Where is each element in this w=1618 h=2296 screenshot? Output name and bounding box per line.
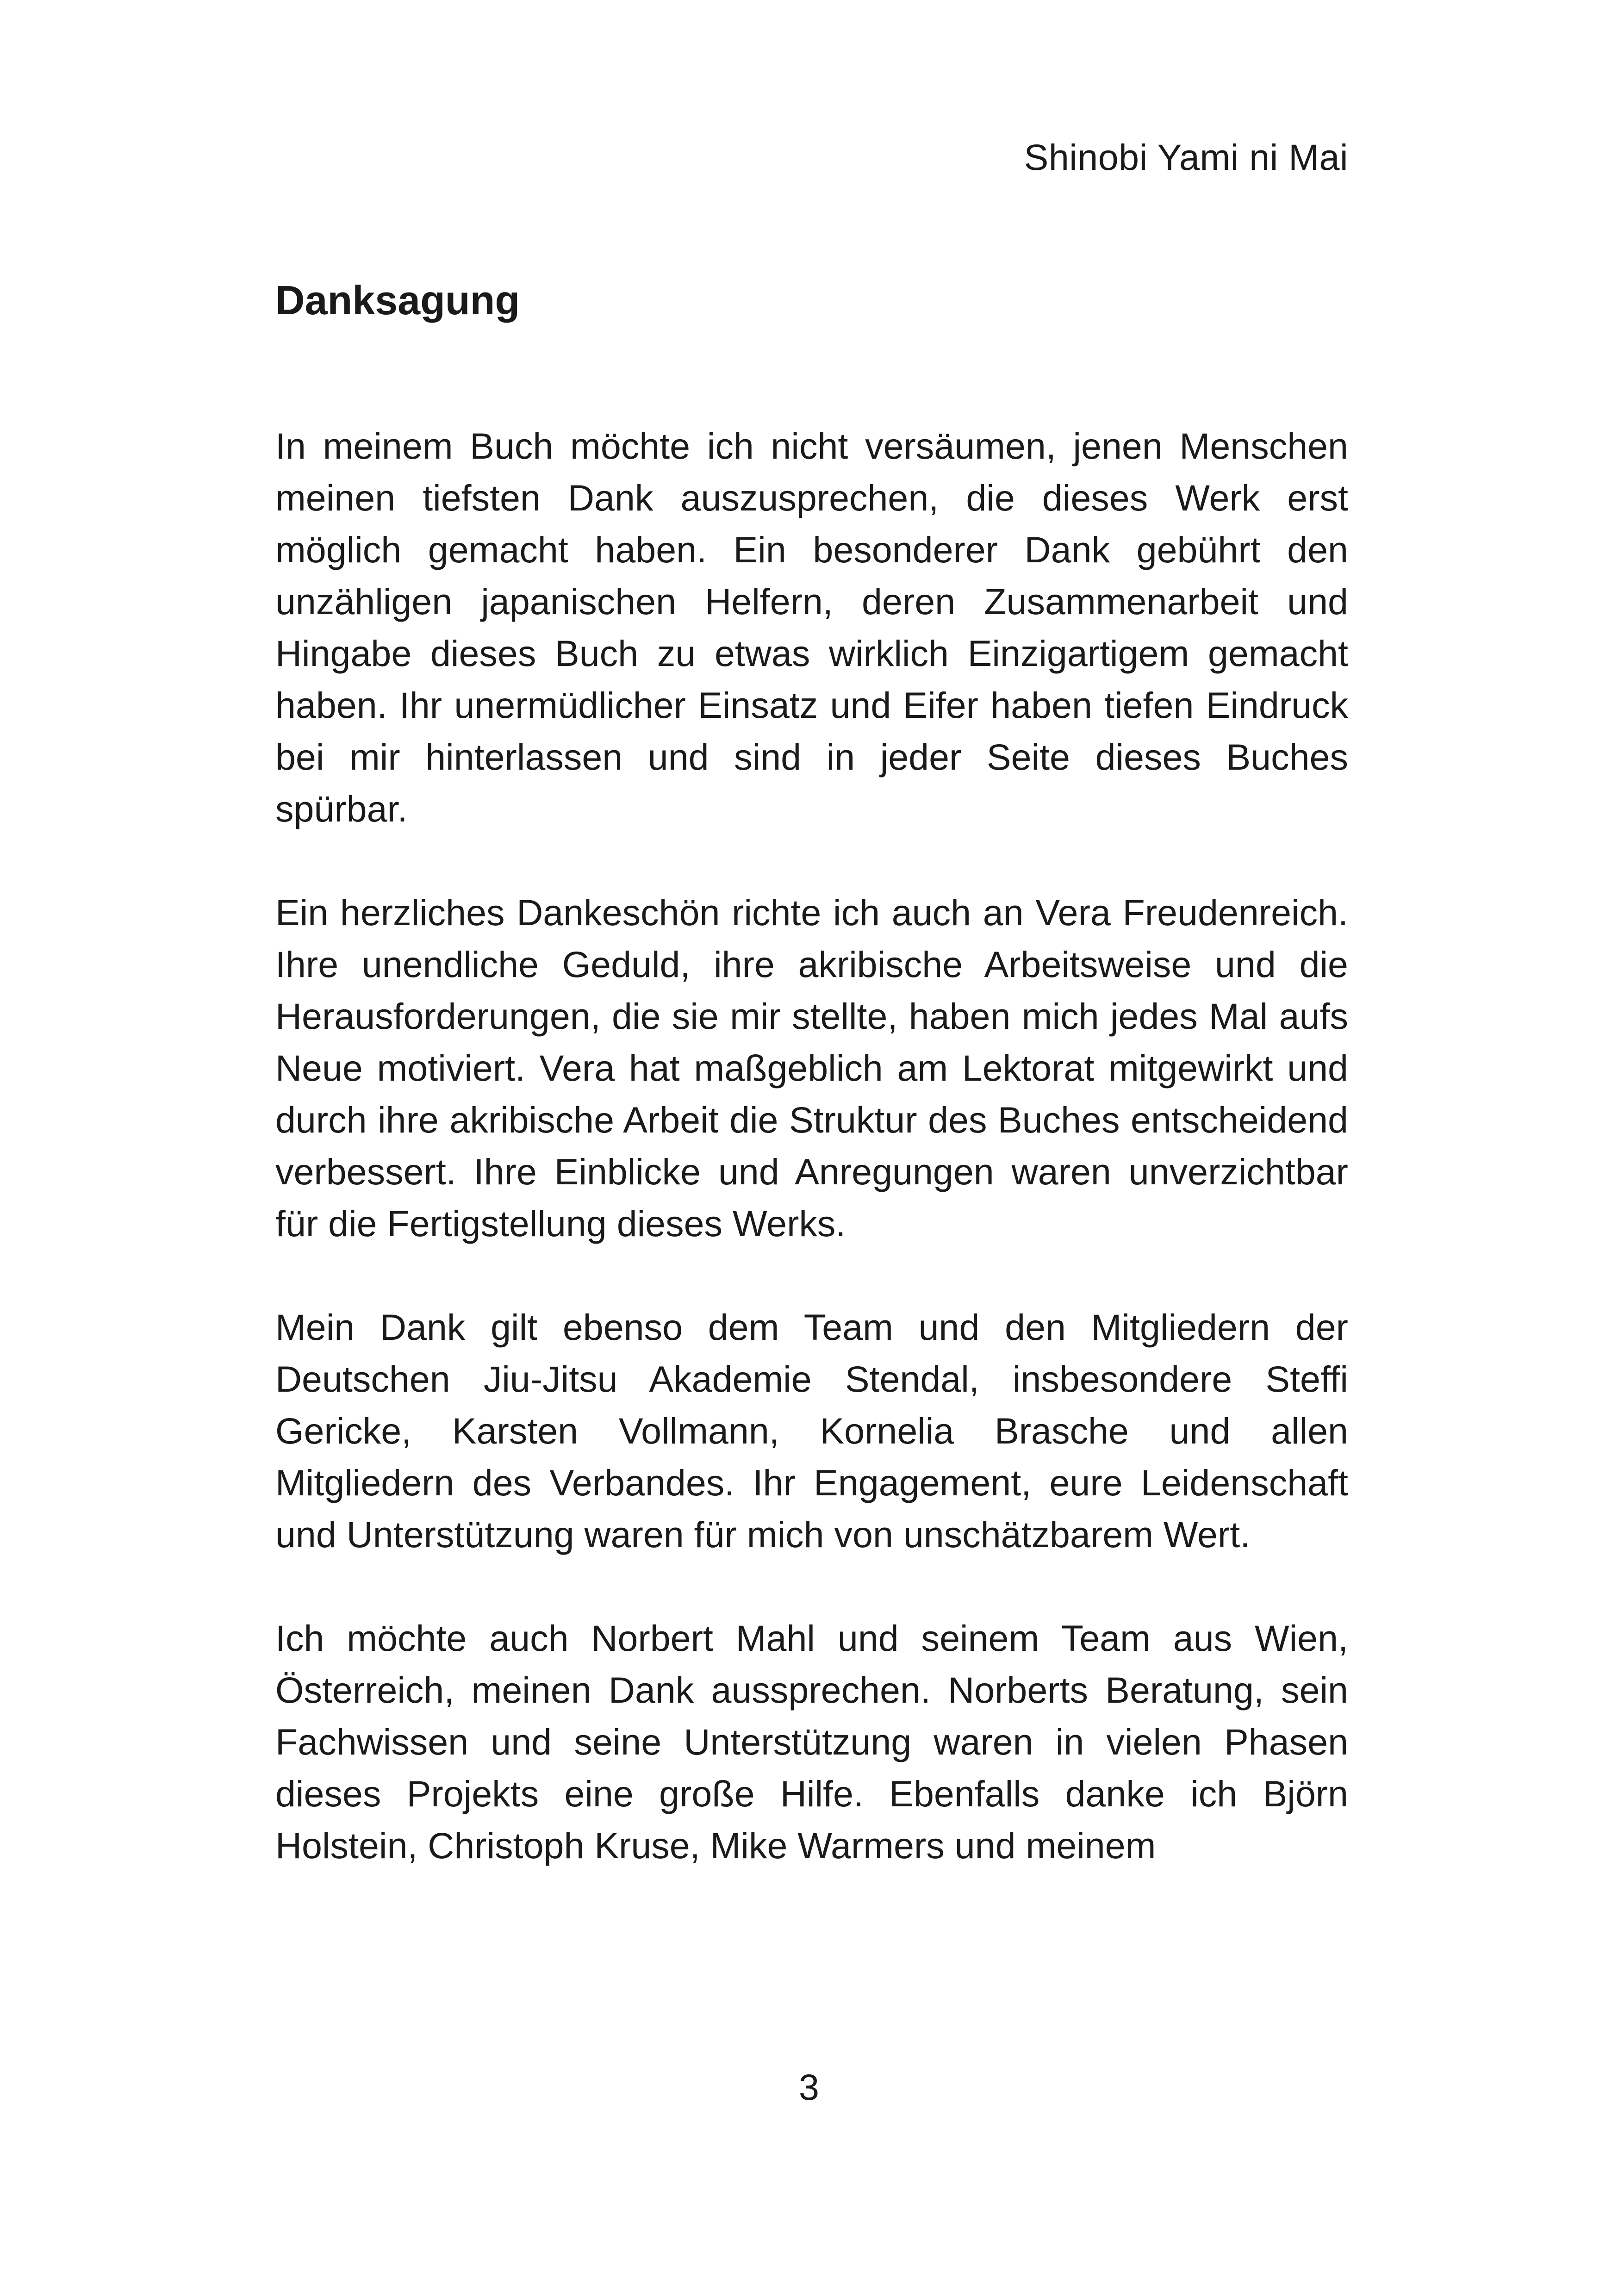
body-text [275,420,1348,2031]
page-number: 3 [799,2066,819,2108]
paragraph-2: Ein herzliches Dankeschön richte ich auch an Vera Freudenreich. Ihre unendliche Geduld, ihre akribische Arbeitsweise und die Herausforderungen, die sie mir stellte, haben mich jedes Mal aufs Neue motiviert. Vera hat maßgeblich am Lektorat mitgewirkt und durch ihre akribische Arbeit die Struktur des Buches entscheidend verbessert. Ihre Einblicke und Anregungen waren unverzichtbar für die Fertigstellung dieses Werks. [275,892,1348,1244]
paragraph-4: Ich möchte auch Norbert Mahl und seinem Team aus Wien, Österreich, meinen Dank aussprechen. Norberts Beratung, sein Fachwissen und seine Unterstützung waren in vielen Phasen dieses Projekts eine große Hilfe. Ebenfalls danke ich Björn Holstein, Christoph Kruse, Mike Warmers und meinem [275,1618,1348,1866]
paragraph-1: In meinem Buch möchte ich nicht versäumen, jenen Menschen meinen tiefsten Dank auszusprechen, die dieses Werk erst möglich gemacht haben. Ein besonderer Dank gebührt den unzähligen japanischen Helfern, deren Zusammenarbeit und Hingabe dieses Buch zu etwas wirklich Einzigartigem gemacht haben. Ihr unermüdlicher Einsatz und Eifer haben tiefen Eindruck bei mir hinterlassen und sind in jeder Seite dieses Buches spürbar. [275,425,1348,829]
paragraph-3: Mein Dank gilt ebenso dem Team und den Mitgliedern der Deutschen Jiu-Jitsu Akademie Stendal, insbesondere Steffi Gericke, Karsten Vollmann, Kornelia Brasche und allen Mitgliedern des Verbandes. Ihr Engagement, eure Leidenschaft und Unterstützung waren für mich von unschätzbarem Wert. [275,1307,1348,1555]
running-header: Shinobi Yami ni Mai [1024,137,1348,178]
chapter-title: Danksagung [275,277,520,323]
